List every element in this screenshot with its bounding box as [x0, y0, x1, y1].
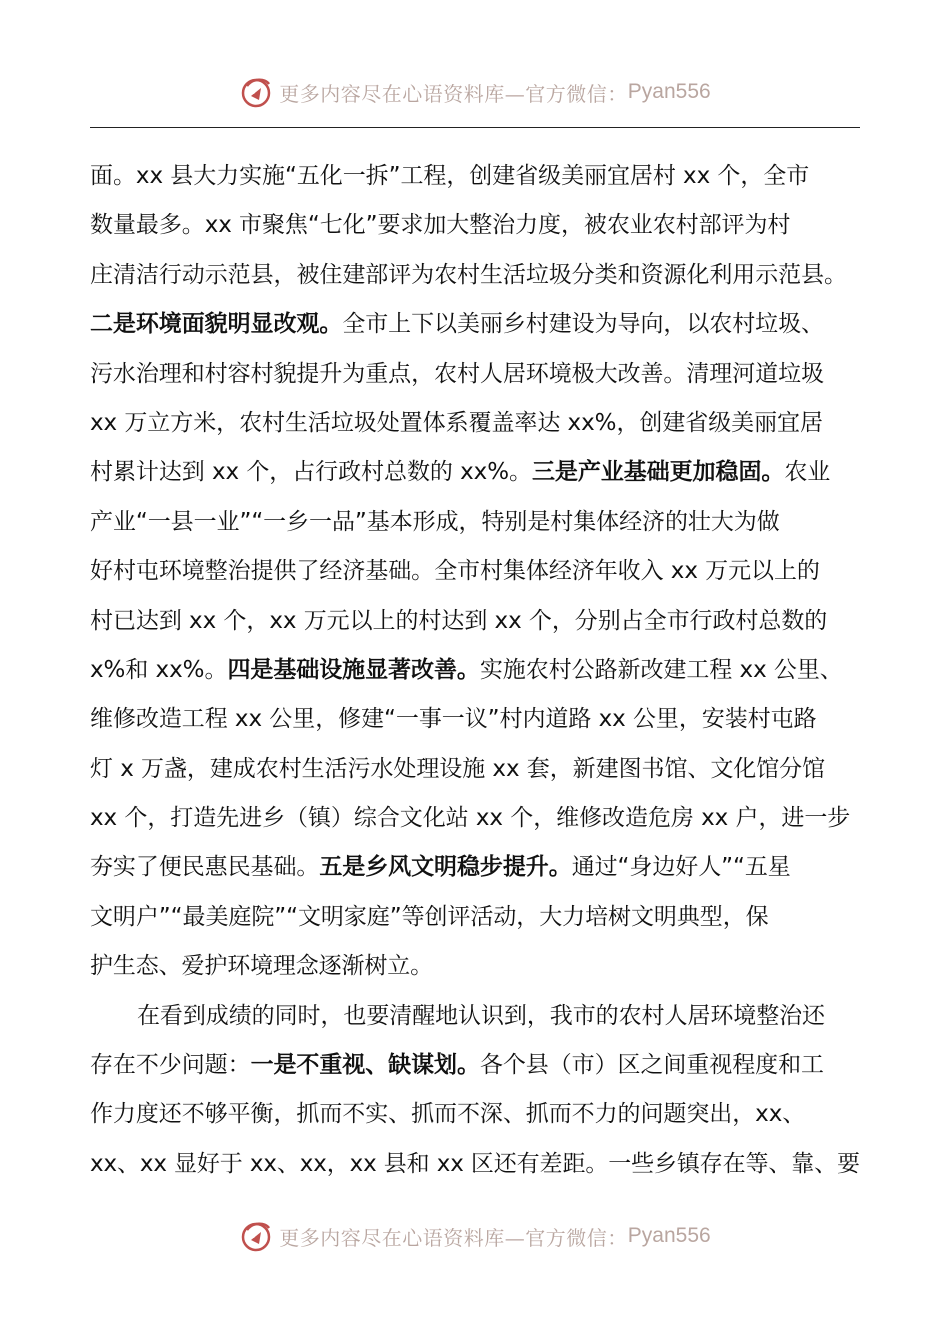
body-text: 维修改造工程 xx 公里，修建“一事一议”村内道路 xx 公里，安装村屯路 — [90, 706, 817, 733]
text-line — [90, 597, 862, 646]
document-body — [90, 152, 862, 1189]
bold-heading-text: 四是基础设施显著改善。 — [227, 656, 480, 683]
text-line — [90, 1140, 862, 1189]
text-line — [90, 498, 862, 547]
body-text: xx 万立方米，农村生活垃圾处置体系覆盖率达 xx%，创建省级美丽宜居 — [90, 409, 823, 436]
header-banner-id: Pyan556 — [627, 80, 711, 103]
body-text: 污水治理和村容村貌提升为重点，农村人居环境极大改善。清理河道垃圾 — [90, 360, 824, 387]
text-line — [90, 1041, 862, 1090]
body-text: 灯 x 万盏，建成农村生活污水处理设施 xx 套，新建图书馆、文化馆分馆 — [90, 755, 826, 782]
body-text: xx 个，打造先进乡（镇）综合文化站 xx 个，维修改造危房 xx 户，进一步 — [90, 805, 851, 832]
body-text: 庄清洁行动示范县，被住建部评为农村生活垃圾分类和资源化利用示范县。 — [90, 261, 847, 288]
body-text: 好村屯环境整治提供了经济基础。全市村集体经济年收入 xx 万元以上的 — [90, 558, 820, 585]
logo-icon — [239, 1218, 275, 1254]
logo-icon — [239, 74, 275, 110]
body-text: 通过“身边好人”“五星 — [571, 854, 791, 881]
bold-heading-text: 一是不重视、缺谋划。 — [250, 1052, 480, 1079]
text-line — [90, 1090, 862, 1139]
body-text: 实施农村公路新改建工程 xx 公里、 — [479, 656, 843, 683]
footer-banner-text: 更多内容尽在心语资料库—官方微信： — [279, 1225, 628, 1250]
body-text: x%和 xx%。 — [90, 656, 228, 683]
text-line — [90, 300, 862, 349]
text-line — [90, 152, 862, 201]
body-text: xx、xx 显好于 xx、xx，xx 县和 xx 区还有差距。一些乡镇存在等、靠、要 — [90, 1150, 860, 1177]
body-text: 各个县（市）区之间重视程度和工 — [479, 1052, 824, 1079]
text-line — [90, 992, 862, 1041]
body-text: 农业 — [784, 459, 831, 486]
text-line — [90, 893, 862, 942]
body-text: 护生态、爱护环境理念逐渐树立。 — [90, 953, 434, 980]
body-text: 夯实了便民惠民基础。 — [90, 854, 320, 881]
header-banner — [0, 72, 950, 112]
text-line — [90, 942, 862, 991]
footer-banner-id: Pyan556 — [627, 1224, 711, 1247]
header-banner-text: 更多内容尽在心语资料库—官方微信： — [279, 81, 628, 106]
text-line — [90, 350, 862, 399]
text-line — [90, 695, 862, 744]
text-line — [90, 448, 862, 497]
text-line — [90, 794, 862, 843]
bold-heading-text: 二是环境面貌明显改观。 — [90, 311, 343, 338]
body-text: 数量最多。xx 市聚焦“七化”要求加大整治力度，被农业农村部评为村 — [90, 212, 791, 239]
text-line — [90, 547, 862, 596]
text-line — [90, 745, 862, 794]
body-text: 存在不少问题： — [90, 1052, 251, 1079]
text-line — [90, 201, 862, 250]
body-text: 在看到成绩的同时，也要清醒地认识到，我市的农村人居环境整治还 — [137, 1002, 825, 1029]
body-text: 面。xx 县大力实施“五化一拆”工程，创建省级美丽宜居村 xx 个，全市 — [90, 163, 810, 189]
text-line — [90, 251, 862, 300]
text-line — [90, 646, 862, 695]
text-line — [90, 399, 862, 448]
footer-banner — [0, 1216, 950, 1256]
bold-heading-text: 五是乡风文明稳步提升。 — [319, 854, 572, 881]
body-text: 全市上下以美丽乡村建设为导向，以农村垃圾、 — [342, 311, 824, 338]
header-divider — [90, 127, 860, 128]
body-text: 产业“一县一业”“一乡一品”基本形成，特别是村集体经济的壮大为做 — [90, 508, 780, 535]
bold-heading-text: 三是产业基础更加稳固。 — [531, 459, 785, 486]
body-text: 作力度还不够平衡，抓而不实、抓而不深、抓而不力的问题突出，xx、 — [90, 1101, 806, 1128]
body-text: 村已达到 xx 个，xx 万元以上的村达到 xx 个，分别占全市行政村总数的 — [90, 607, 828, 634]
body-text: 村累计达到 xx 个，占行政村总数的 xx%。 — [90, 459, 532, 486]
text-line — [90, 843, 862, 892]
body-text: 文明户”“最美庭院”“文明家庭”等创评活动，大力培树文明典型，保 — [90, 903, 769, 930]
